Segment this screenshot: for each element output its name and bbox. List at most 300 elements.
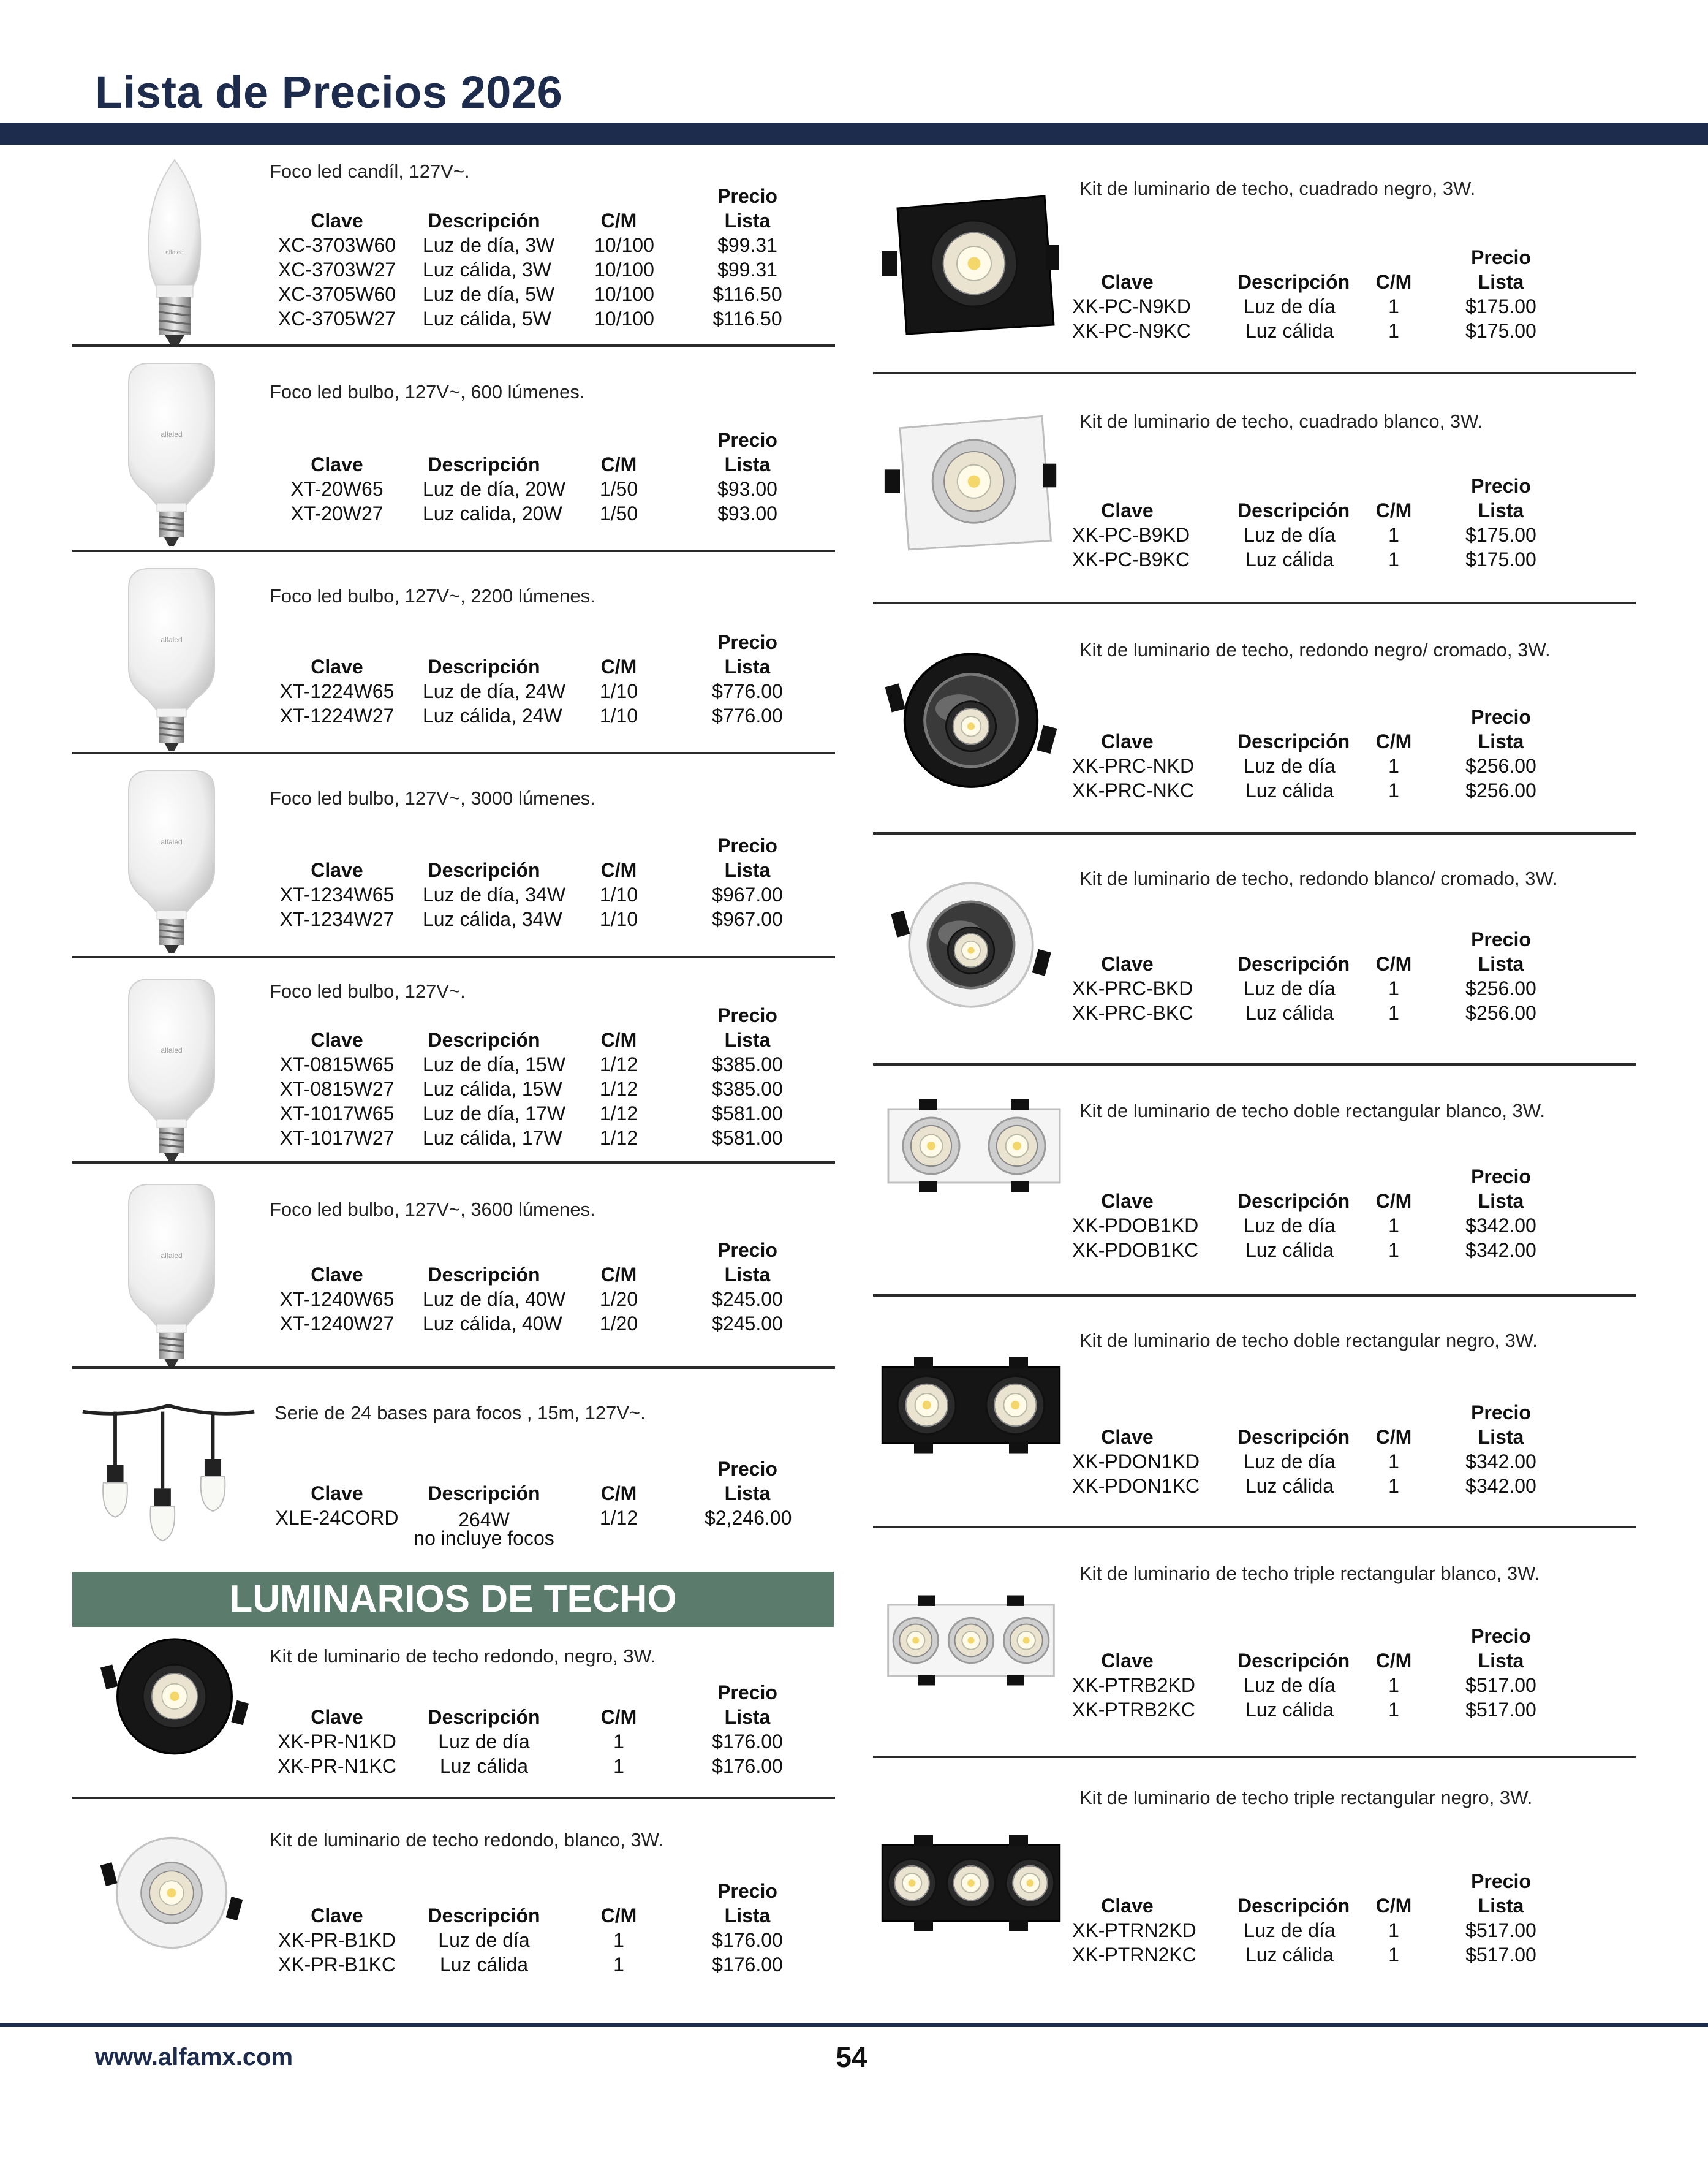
round-white-downlight-icon [98, 1829, 245, 1970]
column-header-precio: Precio [1471, 246, 1531, 268]
clave-cell: XT-20W65 [290, 478, 384, 500]
precio-cell: $342.00 [1465, 1475, 1536, 1497]
cm-cell: 1 [1388, 1215, 1399, 1237]
clave-cell: XLE-24CORD [275, 1507, 399, 1529]
price-table [1072, 1164, 1623, 1409]
clave-cell: XK-PTRB2KC [1072, 1699, 1195, 1721]
cm-cell: 1 [1388, 1919, 1399, 1941]
price-table [270, 1879, 821, 2124]
column-header-descripcion: Descripción [1238, 271, 1350, 293]
double-black-downlight-icon [876, 1348, 1066, 1477]
column-header-clave: Clave [311, 1029, 363, 1051]
column-header-cm: C/M [600, 210, 637, 232]
descripcion-cell: Luz de día [438, 1929, 530, 1951]
descripcion-cell: Luz de día, 17W [423, 1102, 566, 1124]
cm-cell: 10/100 [594, 259, 654, 281]
column-header-clave: Clave [1101, 271, 1154, 293]
column-header-precio: Precio [717, 631, 777, 653]
square-black-downlight-icon [879, 184, 1063, 349]
precio-cell: $175.00 [1465, 524, 1536, 546]
descripcion-cell: Luz de día [1244, 524, 1336, 546]
product-title: Serie de 24 bases para focos , 15m, 127V~. [274, 1402, 646, 1423]
clave-cell: XK-PR-B1KC [278, 1954, 396, 1976]
precio-cell: $256.00 [1465, 977, 1536, 999]
column-header-lista: Lista [1478, 1190, 1524, 1212]
column-header-descripcion: Descripción [428, 1264, 540, 1286]
cm-cell: 1 [1388, 1674, 1399, 1696]
svg-text:alfaled: alfaled [161, 635, 183, 644]
section-divider [873, 1526, 1636, 1528]
precio-cell: $2,246.00 [705, 1507, 792, 1529]
product-title: Foco led bulbo, 127V~, 600 lúmenes. [270, 381, 585, 403]
precio-cell: $256.00 [1465, 779, 1536, 802]
section-divider [72, 956, 835, 958]
cm-cell: 1 [1388, 1475, 1399, 1497]
precio-cell: $256.00 [1465, 755, 1536, 777]
price-table [1072, 245, 1623, 490]
column-header-clave: Clave [311, 453, 363, 476]
section-divider [873, 1756, 1636, 1758]
price-table [1072, 1869, 1623, 2114]
column-header-lista: Lista [1478, 953, 1524, 975]
precio-cell: $175.00 [1465, 295, 1536, 317]
section-divider [873, 1294, 1636, 1297]
price-table [270, 1238, 821, 1483]
column-header-precio: Precio [1471, 928, 1531, 950]
cm-cell: 1/10 [599, 908, 638, 930]
column-header-cm: C/M [600, 1264, 637, 1286]
product-title: Kit de luminario de techo triple rectangular negro, 3W. [1079, 1787, 1533, 1808]
column-header-lista: Lista [724, 1482, 771, 1504]
column-header-descripcion: Descripción [1238, 953, 1350, 975]
cm-cell: 1 [1388, 1002, 1399, 1024]
column-header-cm: C/M [600, 1482, 637, 1504]
clave-cell: XT-1017W27 [279, 1127, 395, 1149]
column-header-clave: Clave [311, 1905, 363, 1927]
cm-cell: 1/50 [599, 502, 638, 525]
clave-cell: XK-PRC-BKD [1072, 977, 1193, 999]
cm-cell: 1/10 [599, 884, 638, 906]
descripcion-cell: Luz de día, 34W [423, 884, 566, 906]
column-header-cm: C/M [1375, 1426, 1412, 1448]
page-title: Lista de Precios 2026 [95, 67, 563, 118]
descripcion-cell: Luz de día [438, 1730, 530, 1753]
descripcion-cell: Luz cálida, 17W [423, 1127, 562, 1149]
cm-cell: 10/100 [594, 283, 654, 305]
descripcion-cell: Luz de día [1244, 1674, 1336, 1696]
precio-cell: $245.00 [712, 1313, 783, 1335]
clave-cell: XT-1224W27 [279, 705, 395, 727]
double-white-downlight-icon [882, 1091, 1066, 1213]
precio-cell: $175.00 [1465, 548, 1536, 570]
column-header-descripcion: Descripción [1238, 1426, 1350, 1448]
svg-text:alfaled: alfaled [161, 1251, 183, 1260]
descripcion-cell: Luz cálida [1245, 1002, 1334, 1024]
column-header-precio: Precio [1471, 1870, 1531, 1892]
column-header-lista: Lista [1478, 1895, 1524, 1917]
precio-cell: $116.50 [712, 283, 782, 305]
descripcion-cell: Luz cálida [1245, 1944, 1334, 1966]
column-header-lista: Lista [724, 859, 771, 881]
descripcion-cell: Luz de día, 20W [423, 478, 566, 500]
column-header-cm: C/M [1375, 499, 1412, 521]
footer-divider [0, 2023, 1708, 2027]
price-table [1072, 1624, 1623, 1869]
section-divider [873, 1063, 1636, 1066]
column-header-lista: Lista [724, 1706, 771, 1728]
descripcion-cell: Luz de día [1244, 977, 1336, 999]
clave-cell: XK-PDOB1KD [1072, 1215, 1199, 1237]
square-white-downlight-icon [882, 404, 1060, 564]
section-banner: LUMINARIOS DE TECHO [72, 1572, 834, 1627]
precio-cell: $967.00 [712, 908, 783, 930]
precio-cell: $93.00 [717, 478, 777, 500]
clave-cell: XK-PC-N9KC [1072, 320, 1191, 342]
cm-cell: 1 [1388, 295, 1399, 317]
round-black-downlight-icon [98, 1630, 251, 1771]
column-header-descripcion: Descripción [428, 1482, 540, 1504]
descripcion-cell: Luz calida, 20W [423, 502, 562, 525]
column-header-clave: Clave [311, 859, 363, 881]
title-bar [0, 123, 1708, 145]
cm-cell: 1/12 [599, 1127, 638, 1149]
precio-cell: $342.00 [1465, 1450, 1536, 1472]
descripcion-cell: Luz de día, 40W [423, 1288, 566, 1310]
descripcion-cell: Luz cálida [439, 1755, 529, 1777]
product-title: Kit de luminario de techo redondo, blanco, 3W. [270, 1829, 663, 1851]
cm-cell: 1 [613, 1929, 624, 1951]
column-header-lista: Lista [724, 1264, 771, 1286]
column-header-lista: Lista [724, 1905, 771, 1927]
column-header-precio: Precio [717, 429, 777, 451]
clave-cell: XK-PR-N1KC [278, 1755, 396, 1777]
column-header-precio: Precio [717, 1681, 777, 1704]
cm-cell: 1 [1388, 1699, 1399, 1721]
product-title: Foco led bulbo, 127V~, 3600 lúmenes. [270, 1199, 595, 1220]
column-header-descripcion: Descripción [1238, 1190, 1350, 1212]
column-header-clave: Clave [311, 1264, 363, 1286]
section-divider [72, 1161, 835, 1164]
cm-cell: 1 [1388, 1450, 1399, 1472]
product-title: Foco led bulbo, 127V~, 2200 lúmenes. [270, 585, 595, 607]
descripcion-cell: Luz de día [1244, 1450, 1336, 1472]
column-header-descripcion: Descripción [428, 453, 540, 476]
cm-cell: 1 [1388, 977, 1399, 999]
clave-cell: XK-PRC-NKC [1072, 779, 1195, 802]
column-header-cm: C/M [1375, 1895, 1412, 1917]
column-header-clave: Clave [1101, 1426, 1154, 1448]
svg-text:alfaled: alfaled [165, 249, 184, 256]
column-header-precio: Precio [1471, 1625, 1531, 1647]
precio-cell: $517.00 [1465, 1944, 1536, 1966]
cm-cell: 1/10 [599, 705, 638, 727]
clave-cell: XC-3705W27 [278, 308, 396, 330]
column-header-precio: Precio [1471, 475, 1531, 497]
footer-url[interactable]: www.alfamx.com [95, 2044, 293, 2071]
precio-cell: $517.00 [1465, 1674, 1536, 1696]
clave-cell: XK-PDON1KD [1072, 1450, 1200, 1472]
column-header-lista: Lista [1478, 499, 1524, 521]
column-header-clave: Clave [311, 1482, 363, 1504]
clave-cell: XK-PC-B9KC [1072, 548, 1190, 570]
column-header-precio: Precio [717, 835, 777, 857]
precio-cell: $176.00 [712, 1755, 783, 1777]
precio-cell: $581.00 [712, 1102, 783, 1124]
cm-cell: 1/20 [599, 1313, 638, 1335]
clave-cell: XK-PC-B9KD [1072, 524, 1190, 546]
cm-cell: 1/12 [599, 1078, 638, 1100]
column-header-cm: C/M [1375, 271, 1412, 293]
descripcion-cell: Luz de día [1244, 1919, 1336, 1941]
precio-cell: $342.00 [1465, 1215, 1536, 1237]
precio-cell: $385.00 [712, 1078, 783, 1100]
price-table [1072, 474, 1623, 719]
descripcion-cell: Luz de día [1244, 1215, 1336, 1237]
precio-cell: $176.00 [712, 1954, 783, 1976]
round-black-chrome-downlight-icon [882, 643, 1060, 809]
clave-cell: XT-1240W65 [279, 1288, 395, 1310]
column-header-lista: Lista [1478, 730, 1524, 752]
precio-cell: $93.00 [717, 502, 777, 525]
product-title: Kit de luminario de techo redondo, negro, 3W. [270, 1645, 656, 1667]
svg-text:alfaled: alfaled [161, 430, 183, 439]
string-lights-icon [80, 1388, 257, 1547]
product-title: Kit de luminario de techo doble rectangular negro, 3W. [1079, 1330, 1538, 1351]
bulb-icon [110, 1180, 233, 1363]
column-header-lista: Lista [724, 210, 771, 232]
precio-cell: $99.31 [717, 234, 777, 256]
clave-cell: XT-1017W65 [279, 1102, 395, 1124]
candle-bulb-icon [132, 156, 217, 340]
section-divider [72, 752, 835, 754]
clave-cell: XK-PTRN2KC [1072, 1944, 1196, 1966]
clave-cell: XC-3705W60 [278, 283, 396, 305]
descripcion-cell: Luz cálida [1245, 320, 1334, 342]
section-divider [873, 832, 1636, 835]
product-title: Kit de luminario de techo, cuadrado blanco, 3W. [1079, 411, 1483, 432]
price-table [1072, 1400, 1623, 1645]
descripcion-cell: Luz cálida [1245, 1699, 1334, 1721]
cm-cell: 1/12 [599, 1507, 638, 1529]
column-header-descripcion: Descripción [428, 1029, 540, 1051]
clave-cell: XC-3703W27 [278, 259, 396, 281]
precio-cell: $776.00 [712, 705, 783, 727]
svg-text:alfaled: alfaled [161, 1046, 183, 1055]
svg-text:alfaled: alfaled [161, 838, 183, 846]
descripcion-cell: Luz cálida [1245, 1475, 1334, 1497]
product-title: Kit de luminario de techo, cuadrado negro, 3W. [1079, 178, 1476, 199]
cm-cell: 1/20 [599, 1288, 638, 1310]
descripcion-cell: Luz cálida, 15W [423, 1078, 562, 1100]
column-header-descripcion: Descripción [428, 859, 540, 881]
clave-cell: XT-1234W27 [279, 908, 395, 930]
column-header-lista: Lista [1478, 271, 1524, 293]
precio-cell: $256.00 [1465, 1002, 1536, 1024]
note-cell: no incluye focos [414, 1527, 554, 1549]
precio-cell: $116.50 [712, 308, 782, 330]
triple-black-downlight-icon [876, 1826, 1066, 1949]
bulb-icon [110, 974, 233, 1158]
column-header-clave: Clave [1101, 953, 1154, 975]
section-divider [72, 1797, 835, 1799]
column-header-lista: Lista [1478, 1650, 1524, 1672]
column-header-clave: Clave [1101, 730, 1154, 752]
bulb-icon [110, 766, 233, 956]
column-header-descripcion: Descripción [1238, 1895, 1350, 1917]
cm-cell: 1/50 [599, 478, 638, 500]
clave-cell: XT-0815W27 [279, 1078, 395, 1100]
cm-cell: 1 [1388, 755, 1399, 777]
column-header-descripcion: Descripción [428, 656, 540, 678]
column-header-clave: Clave [311, 656, 363, 678]
round-white-chrome-downlight-icon [888, 873, 1054, 1039]
page-number: 54 [836, 2041, 867, 2073]
column-header-descripcion: Descripción [1238, 730, 1350, 752]
clave-cell: XK-PTRN2KD [1072, 1919, 1196, 1941]
descripcion-cell: Luz cálida, 3W [423, 259, 551, 281]
section-divider [873, 602, 1636, 604]
clave-cell: XK-PDON1KC [1072, 1475, 1200, 1497]
column-header-cm: C/M [600, 1029, 637, 1051]
clave-cell: XK-PDOB1KC [1072, 1239, 1199, 1261]
precio-cell: $99.31 [717, 259, 777, 281]
column-header-lista: Lista [724, 1029, 771, 1051]
price-table [1072, 927, 1623, 1172]
column-header-cm: C/M [1375, 953, 1412, 975]
column-header-lista: Lista [1478, 1426, 1524, 1448]
precio-cell: $967.00 [712, 884, 783, 906]
clave-cell: XK-PTRB2KD [1072, 1674, 1195, 1696]
triple-white-downlight-icon [882, 1587, 1060, 1691]
cm-cell: 1 [613, 1755, 624, 1777]
bulb-icon [110, 358, 233, 555]
column-header-cm: C/M [600, 453, 637, 476]
precio-cell: $176.00 [712, 1929, 783, 1951]
clave-cell: XK-PR-B1KD [278, 1929, 396, 1951]
column-header-precio: Precio [1471, 706, 1531, 728]
descripcion-cell: Luz cálida, 40W [423, 1313, 562, 1335]
column-header-precio: Precio [717, 1458, 777, 1480]
descripcion-cell: Luz cálida [1245, 1239, 1334, 1261]
descripcion-cell: Luz cálida, 34W [423, 908, 562, 930]
section-divider [873, 372, 1636, 374]
cm-cell: 1 [1388, 1944, 1399, 1966]
column-header-lista: Lista [724, 656, 771, 678]
descripcion-cell: Luz de día [1244, 755, 1336, 777]
descripcion-cell: Luz cálida [439, 1954, 529, 1976]
clave-cell: XT-0815W65 [279, 1053, 395, 1075]
descripcion-cell: Luz de día, 3W [423, 234, 555, 256]
column-header-precio: Precio [717, 185, 777, 207]
clave-cell: XT-1240W27 [279, 1313, 395, 1335]
column-header-clave: Clave [311, 1706, 363, 1728]
column-header-clave: Clave [1101, 1895, 1154, 1917]
clave-cell: XK-PC-N9KD [1072, 295, 1191, 317]
descripcion-cell: Luz de día, 24W [423, 680, 566, 702]
column-header-cm: C/M [600, 656, 637, 678]
price-table [1072, 705, 1623, 950]
column-header-precio: Precio [717, 1004, 777, 1026]
column-header-cm: C/M [600, 1905, 637, 1927]
column-header-descripcion: Descripción [428, 1706, 540, 1728]
descripcion-cell: Luz de día, 5W [423, 283, 555, 305]
clave-cell: XC-3703W60 [278, 234, 396, 256]
column-header-descripcion: Descripción [428, 1905, 540, 1927]
cm-cell: 10/100 [594, 308, 654, 330]
precio-cell: $175.00 [1465, 320, 1536, 342]
column-header-clave: Clave [1101, 499, 1154, 521]
cm-cell: 1 [1388, 1239, 1399, 1261]
product-title: Kit de luminario de techo doble rectangular blanco, 3W. [1079, 1100, 1545, 1121]
cm-cell: 1 [1388, 548, 1399, 570]
section-divider [72, 1366, 835, 1369]
cm-cell: 1/12 [599, 1053, 638, 1075]
product-title: Kit de luminario de techo triple rectangular blanco, 3W. [1079, 1563, 1540, 1584]
cm-cell: 1 [1388, 524, 1399, 546]
precio-cell: $176.00 [712, 1730, 783, 1753]
precio-cell: $342.00 [1465, 1239, 1536, 1261]
product-title: Foco led bulbo, 127V~. [270, 980, 466, 1002]
product-title: Kit de luminario de techo, redondo blanco/ cromado, 3W. [1079, 868, 1558, 889]
clave-cell: XK-PRC-BKC [1072, 1002, 1193, 1024]
column-header-cm: C/M [1375, 730, 1412, 752]
precio-cell: $776.00 [712, 680, 783, 702]
product-title: Foco led bulbo, 127V~, 3000 lúmenes. [270, 787, 595, 809]
section-divider [72, 344, 835, 347]
section-divider [72, 550, 835, 552]
precio-cell: $581.00 [712, 1127, 783, 1149]
column-header-clave: Clave [311, 210, 363, 232]
column-header-clave: Clave [1101, 1190, 1154, 1212]
clave-cell: XT-20W27 [290, 502, 384, 525]
column-header-descripcion: Descripción [1238, 499, 1350, 521]
column-header-descripcion: Descripción [1238, 1650, 1350, 1672]
product-title: Kit de luminario de techo, redondo negro/ cromado, 3W. [1079, 639, 1551, 661]
descripcion-cell: Luz de día [1244, 295, 1336, 317]
clave-cell: XT-1224W65 [279, 680, 395, 702]
column-header-lista: Lista [724, 453, 771, 476]
descripcion-cell: Luz cálida, 5W [423, 308, 551, 330]
precio-cell: $385.00 [712, 1053, 783, 1075]
column-header-precio: Precio [1471, 1401, 1531, 1423]
column-header-cm: C/M [600, 859, 637, 881]
column-header-precio: Precio [1471, 1165, 1531, 1188]
clave-cell: XK-PR-N1KD [278, 1730, 396, 1753]
product-title: Foco led candíl, 127V~. [270, 161, 470, 182]
precio-cell: $245.00 [712, 1288, 783, 1310]
descripcion-cell: Luz cálida, 24W [423, 705, 562, 727]
precio-cell: $517.00 [1465, 1699, 1536, 1721]
clave-cell: XT-1234W65 [279, 884, 395, 906]
column-header-clave: Clave [1101, 1650, 1154, 1672]
bulb-icon [110, 564, 233, 748]
column-header-precio: Precio [717, 1239, 777, 1261]
precio-cell: $517.00 [1465, 1919, 1536, 1941]
cm-cell: 10/100 [594, 234, 654, 256]
descripcion-cell: 264W [458, 1509, 510, 1531]
column-header-descripcion: Descripción [428, 210, 540, 232]
descripcion-cell: Luz cálida [1245, 779, 1334, 802]
clave-cell: XK-PRC-NKD [1072, 755, 1195, 777]
descripcion-cell: Luz de día, 15W [423, 1053, 566, 1075]
cm-cell: 1/10 [599, 680, 638, 702]
column-header-cm: C/M [600, 1706, 637, 1728]
column-header-cm: C/M [1375, 1650, 1412, 1672]
cm-cell: 1 [613, 1730, 624, 1753]
column-header-cm: C/M [1375, 1190, 1412, 1212]
descripcion-cell: Luz cálida [1245, 548, 1334, 570]
cm-cell: 1 [613, 1954, 624, 1976]
